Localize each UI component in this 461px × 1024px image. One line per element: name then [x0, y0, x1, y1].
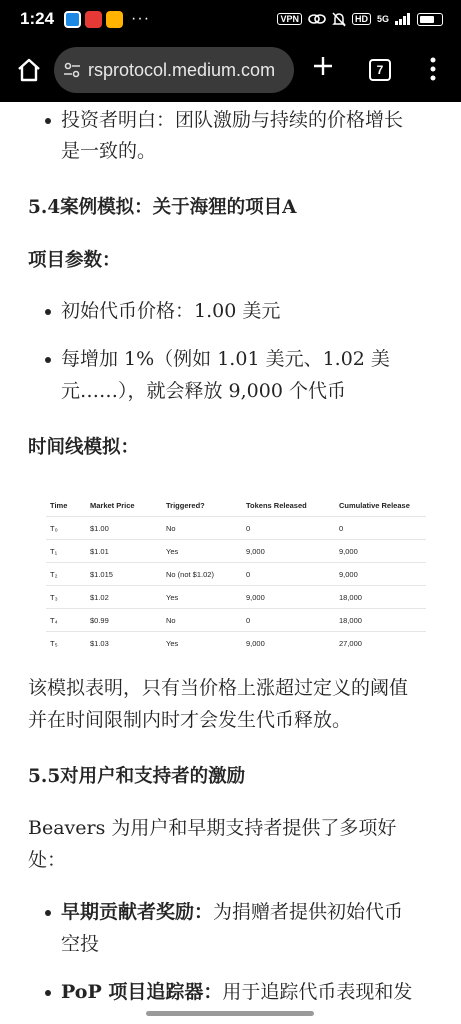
more-notifications-icon: ··· — [131, 10, 151, 27]
table-row — [46, 586, 426, 609]
list-item: PoP 项目追踪器：用于追踪代币表现和发 — [61, 977, 412, 1008]
table-header-cell: Triggered? — [166, 501, 205, 510]
paragraph: 该模拟表明，只有当价格上涨超过定义的阈值 — [28, 677, 409, 699]
table-cell: 9,000 — [246, 547, 265, 556]
table-row — [46, 563, 426, 586]
app-red-icon — [85, 11, 102, 28]
url-text[interactable]: rsprotocol.medium.com — [88, 59, 276, 80]
table-cell: Yes — [166, 547, 179, 556]
table-row — [46, 609, 426, 632]
table-cell: 0 — [246, 524, 251, 533]
table-row — [46, 540, 426, 563]
table-cell: No — [166, 524, 176, 533]
table-header-cell: Market Price — [90, 501, 135, 510]
list-item: 投资者明白：团队激励与持续的价格增长 — [61, 105, 403, 136]
status-bar — [0, 0, 461, 38]
site-settings-icon[interactable] — [62, 60, 82, 80]
list-item: 早期贡献者奖励：为捐赠者提供初始代币 — [61, 897, 403, 928]
table-cell: T₃ — [50, 593, 58, 602]
bold-label: 早期贡献者奖励： — [61, 901, 214, 923]
mute-bell-icon — [332, 12, 346, 27]
table-cell: 9,000 — [339, 547, 358, 556]
list-item-cont: 元……），就会释放 9,000 个代币 — [61, 380, 346, 402]
gesture-bar[interactable] — [146, 1011, 314, 1016]
link-icon — [308, 12, 326, 26]
app-blue-icon — [64, 11, 81, 28]
params-heading: 项目参数： — [28, 250, 121, 271]
table-cell: T₂ — [50, 570, 58, 579]
table-cell: $1.01 — [90, 547, 109, 556]
table-cell: $1.02 — [90, 593, 109, 602]
table-cell: T₅ — [50, 639, 58, 648]
app-yellow-icon — [106, 11, 123, 28]
paragraph: Beavers 为用户和早期支持者提供了多项好 — [28, 817, 397, 839]
table-cell: 18,000 — [339, 593, 362, 602]
table-row — [46, 632, 426, 654]
table-cell: 0 — [246, 616, 251, 625]
table-cell: 9,000 — [339, 570, 358, 579]
paragraph: 并在时间限制内时才会发生代币释放。 — [28, 709, 352, 731]
table-cell: 9,000 — [246, 593, 265, 602]
table-cell: 27,000 — [339, 639, 362, 648]
address-bar[interactable] — [54, 47, 294, 93]
new-tab-icon[interactable] — [312, 55, 334, 77]
table-cell: $1.015 — [90, 570, 113, 579]
section-heading-5-5: 5.5对用户和支持者的激励 — [28, 766, 246, 787]
table-header-cell: Tokens Released — [246, 501, 307, 510]
table-cell: 9,000 — [246, 639, 265, 648]
table-cell: 0 — [246, 570, 251, 579]
timeline-heading: 时间线模拟： — [28, 437, 140, 458]
table-cell: 18,000 — [339, 616, 362, 625]
table-row — [46, 517, 426, 540]
tab-switcher-button[interactable]: 7 — [369, 59, 391, 81]
bold-label: PoP 项目追踪器： — [61, 981, 223, 1003]
table-cell: No (not $1.02) — [166, 570, 214, 579]
table-cell: T₄ — [50, 616, 58, 625]
hd-icon: HD — [352, 13, 371, 25]
table-header-row — [46, 494, 426, 517]
table-cell: T₀ — [50, 524, 58, 533]
table-cell: Yes — [166, 639, 179, 648]
list-item: 初始代币价格：1.00 美元 — [61, 296, 280, 327]
table-header-cell: Cumulative Release — [339, 501, 410, 510]
home-icon[interactable] — [16, 57, 42, 83]
table-cell: Yes — [166, 593, 179, 602]
table-cell: $1.00 — [90, 524, 109, 533]
table-header-cell: Time — [50, 501, 68, 510]
vpn-icon: VPN — [277, 13, 302, 25]
table-cell: $1.03 — [90, 639, 109, 648]
list-item-cont: 是一致的。 — [61, 140, 157, 162]
table-cell: $0.99 — [90, 616, 109, 625]
table-cell: No — [166, 616, 176, 625]
table-cell: T₁ — [50, 547, 58, 556]
table-cell: 0 — [339, 524, 344, 533]
status-time: 1:24 — [20, 9, 55, 28]
browser-toolbar — [0, 38, 461, 102]
paragraph: 处： — [28, 849, 67, 871]
status-icons — [277, 12, 443, 27]
list-item: 每增加 1%（例如 1.01 美元、1.02 美 — [61, 344, 390, 375]
signal-icon — [395, 13, 411, 25]
section-heading-5-4: 5.4案例模拟：关于海狸的项目A — [28, 197, 297, 218]
more-menu-icon[interactable] — [430, 57, 436, 81]
battery-icon — [417, 13, 443, 26]
timeline-table — [46, 494, 426, 654]
network-label: 5G — [376, 14, 389, 24]
list-item-cont: 空投 — [61, 933, 100, 955]
